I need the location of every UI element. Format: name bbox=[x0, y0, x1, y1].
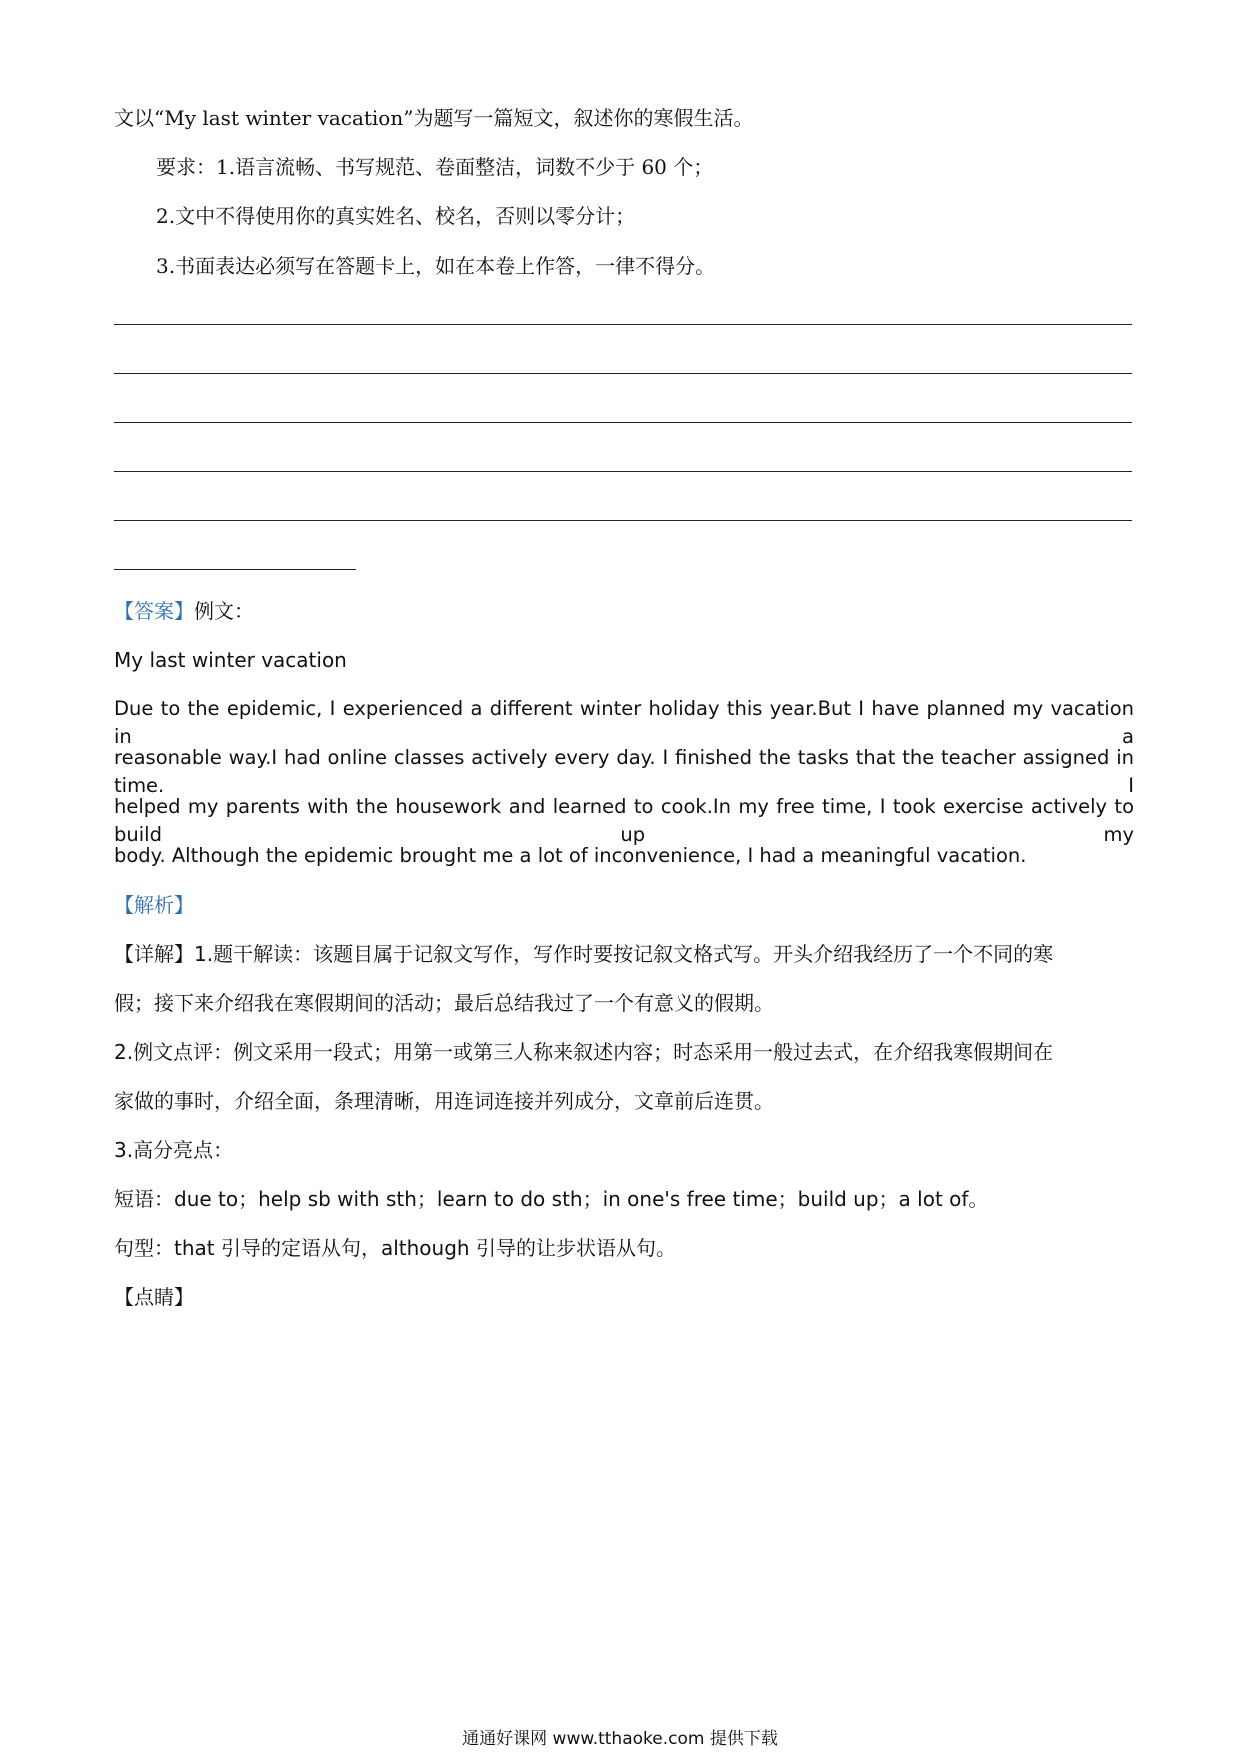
essay-line-1: Due to the epidemic, I experienced a different winter holiday this year.But I have planned my vacation in a bbox=[114, 697, 1134, 748]
answer-line-3 bbox=[114, 422, 1132, 423]
answer-tag: 【答案】 bbox=[114, 599, 194, 623]
review-line-2: 家做的事时，介绍全面，条理清晰，用连词连接并列成分，文章前后连贯。 bbox=[114, 1089, 774, 1113]
detail-line-1 bbox=[114, 940, 1134, 968]
comment-tag: 【点睛】 bbox=[114, 1285, 194, 1309]
answer-label: 例文： bbox=[194, 599, 254, 623]
phrases-line: 短语：due to；help sb with sth；learn to do sth；in one's free time；build up；a lot of。 bbox=[114, 1187, 989, 1211]
essay-line-3: helped my parents with the housework and learned to cook.In my free time, I took exercise actively to build up my bbox=[114, 795, 1134, 846]
answer-line-2 bbox=[114, 373, 1132, 374]
review-line-1: 2.例文点评：例文采用一段式；用第一或第三人称来叙述内容；时态采用一般过去式，在介绍我寒假期间在 bbox=[114, 1040, 1054, 1064]
detail-line-2: 假；接下来介绍我在寒假期间的活动；最后总结我过了一个有意义的假期。 bbox=[114, 991, 774, 1015]
answer-line-1 bbox=[114, 324, 1132, 325]
prompt-line: 文以“My last winter vacation”为题写一篇短文，叙述你的寒假生活。 bbox=[114, 106, 754, 130]
essay-line-4: body. Although the epidemic brought me a lot of inconvenience, I had a meaningful vacation. bbox=[114, 844, 1027, 867]
page-footer: 通通好课网 www.tthaoke.com 提供下载 bbox=[462, 1729, 778, 1749]
requirement-1: 要求：1.语言流畅、书写规范、卷面整洁，词数不少于 60 个； bbox=[156, 155, 714, 179]
essay-title: My last winter vacation bbox=[114, 648, 347, 672]
highlights-heading: 3.高分亮点： bbox=[114, 1138, 234, 1162]
detail-text-1: 1.题干解读：该题目属于记叙文写作，写作时要按记叙文格式写。开头介绍我经历了一个不同的寒 bbox=[194, 942, 1054, 966]
detail-tag: 【详解】 bbox=[114, 942, 194, 966]
answer-heading bbox=[114, 597, 1134, 625]
essay-line-2: reasonable way.I had online classes actively every day. I finished the tasks that the teacher assigned in time. I bbox=[114, 746, 1134, 797]
answer-line-6 bbox=[114, 569, 356, 570]
answer-line-5 bbox=[114, 520, 1132, 521]
answer-line-4 bbox=[114, 471, 1132, 472]
requirement-3: 3.书面表达必须写在答题卡上，如在本卷上作答，一律不得分。 bbox=[156, 254, 716, 278]
analysis-tag: 【解析】 bbox=[114, 893, 194, 917]
sentences-line: 句型：that 引导的定语从句，although 引导的让步状语从句。 bbox=[114, 1236, 676, 1260]
requirement-2: 2.文中不得使用你的真实姓名、校名，否则以零分计； bbox=[156, 204, 636, 228]
